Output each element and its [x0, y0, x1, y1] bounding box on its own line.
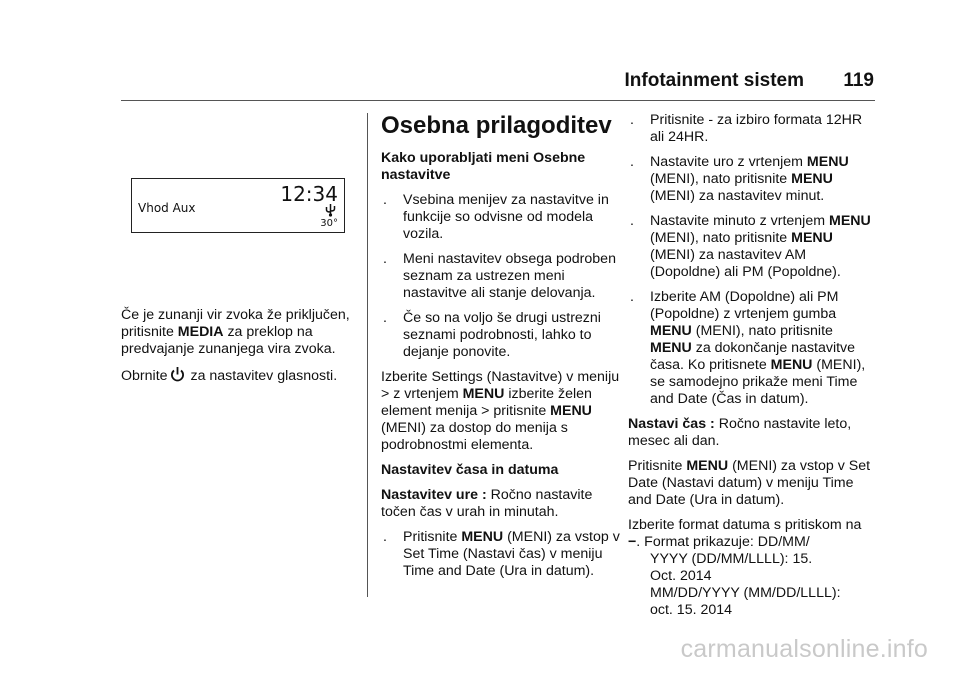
subheading-menu-usage: Kako uporabljati meni Osebne nastavitve	[381, 150, 586, 183]
format-line: MM/DD/YYYY (MM/DD/LLLL):	[650, 585, 841, 601]
page-number: 119	[843, 70, 874, 91]
list-item: . Meni nastavitev obsega podroben seznam za ustrezen meni nastavitve ali stanje delovanja.	[383, 251, 616, 301]
list-item: . Nastavite uro z vrtenjem MENU (MENI), nato pritisnite MENU (MENI) za nastavitev minut.	[630, 154, 849, 204]
paragraph-set-date: Nastavi čas : Ročno nastavite leto, mesec ali dan.	[628, 416, 852, 449]
paragraph-media: Če je zunanji vir zvoka že priključen, pritisnite MEDIA za preklop na predvajanje zunanjega vira zvoka.	[121, 307, 350, 357]
watermark-text: carmanualsonline.info	[680, 635, 928, 663]
format-line: YYYY (DD/MM/LLLL): 15.	[650, 551, 813, 567]
list-item: . Če so na voljo še drugi ustrezni seznami podrobnosti, lahko to dejanje ponovite.	[383, 310, 601, 360]
list-item: . Pritisnite MENU (MENI) za vstop v Set Time (Nastavi čas) v meniju Time and Date (Ura in datum).	[383, 529, 620, 579]
paragraph-volume: Obrnite za nastavitev glasnosti.	[121, 366, 357, 388]
column-divider	[367, 113, 368, 597]
format-line: oct. 15. 2014	[650, 602, 733, 618]
running-header-title: Infotainment sistem	[624, 70, 804, 91]
list-item: . Izberite AM (Dopoldne) ali PM (Popoldne) z vrtenjem gumba MENU (MENI), nato pritisnite MENU za dokončanje nastavitve časa. Ko pritisnete MENU (MENI), se samodejno prikaže meni Time and Date (Čas in datum).	[630, 289, 866, 407]
header-rule	[121, 100, 875, 101]
paragraph-enter-set-date: Pritisnite MENU (MENI) za vstop v Set Date (Nastavi datum) v meniju Time and Date (Ura in datum).	[628, 458, 871, 508]
keyword-media: MEDIA	[177, 324, 224, 340]
column-middle	[381, 112, 621, 588]
paragraph-settings: Izberite Settings (Nastavitve) v meniju > z vrtenjem MENU izberite želen element menija > pritisnite MENU (MENI) za dostop do menija s podrobnostmi elementa.	[381, 369, 620, 453]
display-source-label: Vhod Aux	[138, 201, 196, 215]
paragraph-date-format: Izberite format datuma s pritiskom na −. Format prikazuje: DD/MM/	[628, 517, 862, 550]
column-left	[121, 307, 357, 396]
display-time: 12:34	[280, 182, 338, 206]
list-item: . Vsebina menijev za nastavitve in funkcije so odvisne od modela vozila.	[383, 192, 609, 242]
display-temperature: 30°	[320, 218, 338, 229]
list-item: . Nastavite minuto z vrtenjem MENU (MENI), nato pritisnite MENU (MENI) za nastavitev AM (Dopoldne) ali PM (Popoldne).	[630, 213, 871, 280]
section-title: Osebna prilagoditev	[381, 112, 612, 139]
format-line: Oct. 2014	[650, 568, 712, 584]
column-right	[628, 112, 876, 619]
radio-display-illustration	[131, 178, 345, 233]
subheading-time-date: Nastavitev časa in datuma	[381, 462, 559, 478]
power-knob-icon	[170, 366, 185, 388]
list-item: . Pritisnite - za izbiro formata 12HR ali 24HR.	[630, 112, 863, 145]
paragraph-set-time: Nastavitev ure : Ročno nastavite točen čas v urah in minutah.	[381, 487, 593, 520]
